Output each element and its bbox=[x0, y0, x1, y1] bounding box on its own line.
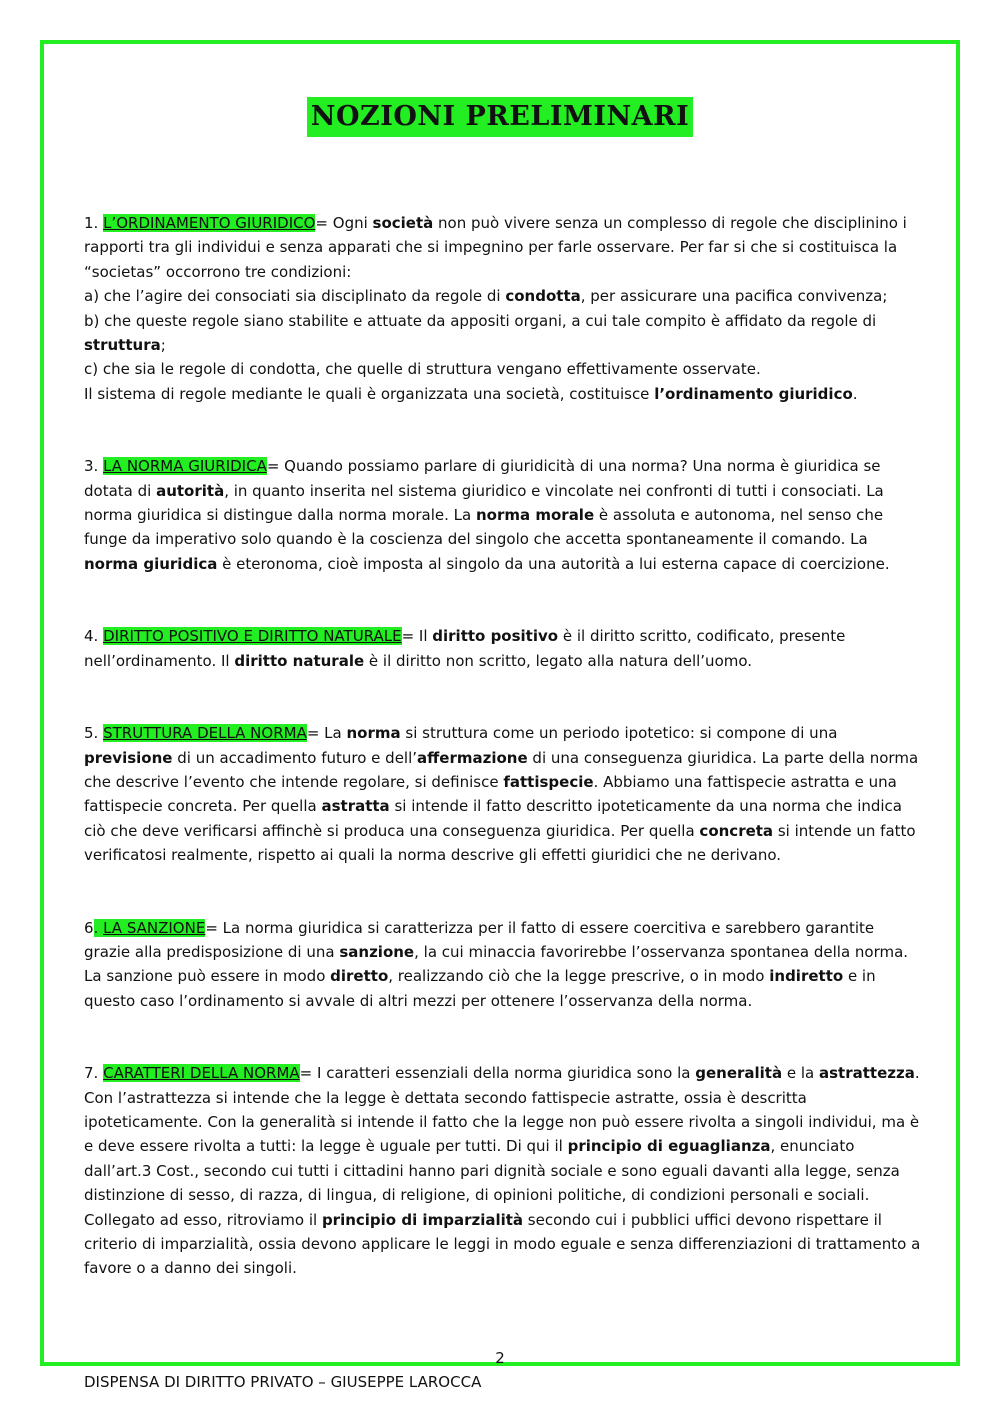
bold-term: generalità bbox=[695, 1064, 783, 1083]
bold-term: l’ordinamento giuridico bbox=[654, 384, 853, 403]
body-text: di un accadimento futuro e dell’ bbox=[172, 748, 418, 767]
bold-term: principio di eguaglianza bbox=[567, 1137, 771, 1156]
section-paragraph bbox=[84, 1061, 924, 1281]
page-number: 2 bbox=[495, 1349, 505, 1367]
section-number: 1. bbox=[84, 214, 104, 232]
section-paragraph bbox=[84, 454, 924, 576]
body-text: c) che sia le regole di condotta, che quelle di struttura vengano effettivamente osservate. bbox=[84, 360, 761, 379]
section-line bbox=[84, 357, 924, 381]
bold-term: astratta bbox=[321, 797, 390, 816]
body-text: si intende un fatto verificatosi realmente, rispetto ai quali la norma descrive gli effetti giuridici che ne derivano. bbox=[84, 821, 916, 865]
body-text: di una conseguenza giuridica. La parte della norma che descrive l’evento che intende regolare, si definisce bbox=[84, 748, 919, 791]
section-number: 6 bbox=[84, 918, 94, 937]
document-body bbox=[84, 211, 924, 1281]
bold-term: norma giuridica bbox=[84, 554, 218, 573]
section-number: 4. bbox=[84, 627, 104, 646]
section-number: 5. bbox=[84, 724, 104, 743]
section bbox=[84, 916, 924, 1014]
section-paragraph bbox=[84, 721, 924, 867]
section-heading: CARATTERI DELLA NORMA bbox=[103, 1064, 300, 1083]
bold-term: principio di imparzialità bbox=[321, 1210, 524, 1229]
body-text: , per assicurare una pacifica convivenza; bbox=[580, 287, 888, 306]
section-line bbox=[84, 309, 924, 358]
body-text: . Con l’astrattezza si intende che la legge è dettata secondo fattispecie astratte, ossia è descritta ipoteticamente. Con la generalità si intende il fatto che la legge non può essere rivolta a singoli individui, ma è e deve essere rivolta a tutti: la legge è uguale per tutti. Di qui il bbox=[84, 1064, 920, 1156]
body-text: secondo cui i pubblici uffici devono rispettare il criterio di imparzialità, ossia devono applicare le leggi in modo eguale e senza differenziazioni di trattamento a favore o a danno dei singoli. bbox=[84, 1210, 921, 1278]
bold-term: struttura bbox=[84, 336, 161, 355]
body-text: e la bbox=[782, 1064, 819, 1083]
section-heading-lead: . bbox=[93, 918, 104, 937]
body-text: = La norma giuridica si caratterizza per il fatto di essere coercitiva e sarebbero garantite grazie alla predisposizione di una bbox=[84, 918, 875, 961]
section-line bbox=[84, 382, 924, 406]
bold-term: autorità bbox=[156, 481, 225, 500]
body-text: . bbox=[852, 384, 858, 403]
bold-term: affermazione bbox=[417, 748, 528, 767]
section-paragraph bbox=[84, 211, 924, 284]
section-number: 3. bbox=[84, 457, 104, 476]
body-text: , la cui minaccia favorirebbe l’osservanza spontanea della norma. La sanzione può essere in modo bbox=[84, 942, 909, 986]
body-text: , enunciato dall’art.3 Cost., secondo cui tutti i cittadini hanno pari dignità sociale e sono eguali davanti alla legge, senza distinzione di sesso, di razza, di lingua, di religione, di opinioni politiche, di condizioni personali e sociali. Collegato ad esso, ritroviamo il bbox=[84, 1137, 900, 1229]
body-text: è eteronoma, cioè imposta al singolo da una autorità a lui esterna capace di coercizione. bbox=[217, 554, 890, 573]
body-text: è il diritto non scritto, legato alla natura dell’uomo. bbox=[364, 651, 753, 670]
bold-term: previsione bbox=[84, 748, 173, 767]
bold-term: diretto bbox=[330, 967, 389, 986]
page-title: NOZIONI PRELIMINARI bbox=[307, 97, 693, 137]
body-text: e in questo caso l’ordinamento si avvale di altri mezzi per ottenere l’osservanza della norma. bbox=[84, 967, 876, 1010]
section bbox=[84, 454, 924, 576]
section bbox=[84, 211, 924, 406]
body-text: = Il bbox=[401, 627, 433, 646]
body-text: si intende il fatto descritto ipoteticamente da una norma che indica ciò che deve verificarsi affinchè si produca una conseguenza giuridica. Per quella bbox=[84, 797, 902, 840]
bold-term: fattispecie bbox=[503, 772, 594, 791]
bold-term: condotta bbox=[505, 287, 581, 306]
section-heading: LA SANZIONE bbox=[103, 918, 206, 937]
bold-term: norma bbox=[346, 724, 401, 743]
body-text: non può vivere senza un complesso di regole che disciplinino i rapporti tra gli individui e senza apparati che si impegnino per farle osservare. Per far si che si costituisca la “societas” occorrono tre condizioni: bbox=[84, 214, 907, 281]
section-paragraph bbox=[84, 916, 924, 1014]
body-text: = I caratteri essenziali della norma giuridica sono la bbox=[299, 1064, 696, 1083]
section bbox=[84, 624, 924, 673]
bold-term: indiretto bbox=[769, 967, 844, 986]
section-line bbox=[84, 284, 924, 308]
body-text: si struttura come un periodo ipotetico: si compone di una bbox=[400, 724, 838, 743]
section-heading: LA NORMA GIURIDICA bbox=[103, 457, 267, 476]
bold-term: norma morale bbox=[476, 506, 595, 525]
body-text: è assoluta e autonoma, nel senso che funge da imperativo solo quando è la coscienza del singolo che accetta spontaneamente il comando. La bbox=[84, 506, 884, 549]
body-text: è il diritto scritto, codificato, presente nell’ordinamento. Il bbox=[84, 627, 846, 670]
bold-term: diritto positivo bbox=[432, 627, 559, 646]
bold-term: sanzione bbox=[339, 942, 415, 961]
footer-text: DISPENSA DI DIRITTO PRIVATO – GIUSEPPE LAROCCA bbox=[84, 1373, 482, 1391]
body-text: , in quanto inserita nel sistema giuridico e vincolate nei confronti di tutti i consociati. La norma giuridica si distingue dalla norma morale. La bbox=[84, 481, 884, 525]
bold-term: società bbox=[372, 214, 434, 232]
section-heading: STRUTTURA DELLA NORMA bbox=[103, 724, 307, 743]
section-heading: DIRITTO POSITIVO E DIRITTO NATURALE bbox=[103, 627, 402, 646]
section bbox=[84, 1061, 924, 1281]
section bbox=[84, 721, 924, 867]
section-heading: L’ORDINAMENTO GIURIDICO bbox=[103, 214, 316, 232]
bold-term: diritto naturale bbox=[234, 651, 365, 670]
bold-term: astrattezza bbox=[819, 1064, 915, 1083]
body-text: = Quando possiamo parlare di giuridicità di una norma? Una norma è giuridica se dotata di bbox=[84, 457, 881, 500]
section-number: 7. bbox=[84, 1064, 104, 1083]
body-text: a) che l’agire dei consociati sia disciplinato da regole di bbox=[84, 287, 506, 306]
body-text: b) che queste regole siano stabilite e attuate da appositi organi, a cui tale compito è affidato da regole di bbox=[84, 311, 877, 330]
body-text: ; bbox=[160, 336, 166, 355]
body-text: = La bbox=[306, 724, 347, 743]
body-text: , realizzando ciò che la legge prescrive, o in modo bbox=[388, 967, 770, 986]
title-wrapper bbox=[0, 97, 1000, 137]
bold-term: concreta bbox=[699, 821, 774, 840]
body-text: Il sistema di regole mediante le quali è organizzata una società, costituisce bbox=[84, 384, 655, 403]
body-text: . Abbiamo una fattispecie astratta e una fattispecie concreta. Per quella bbox=[84, 772, 897, 816]
section-paragraph bbox=[84, 624, 924, 673]
body-text: = Ogni bbox=[315, 214, 373, 232]
